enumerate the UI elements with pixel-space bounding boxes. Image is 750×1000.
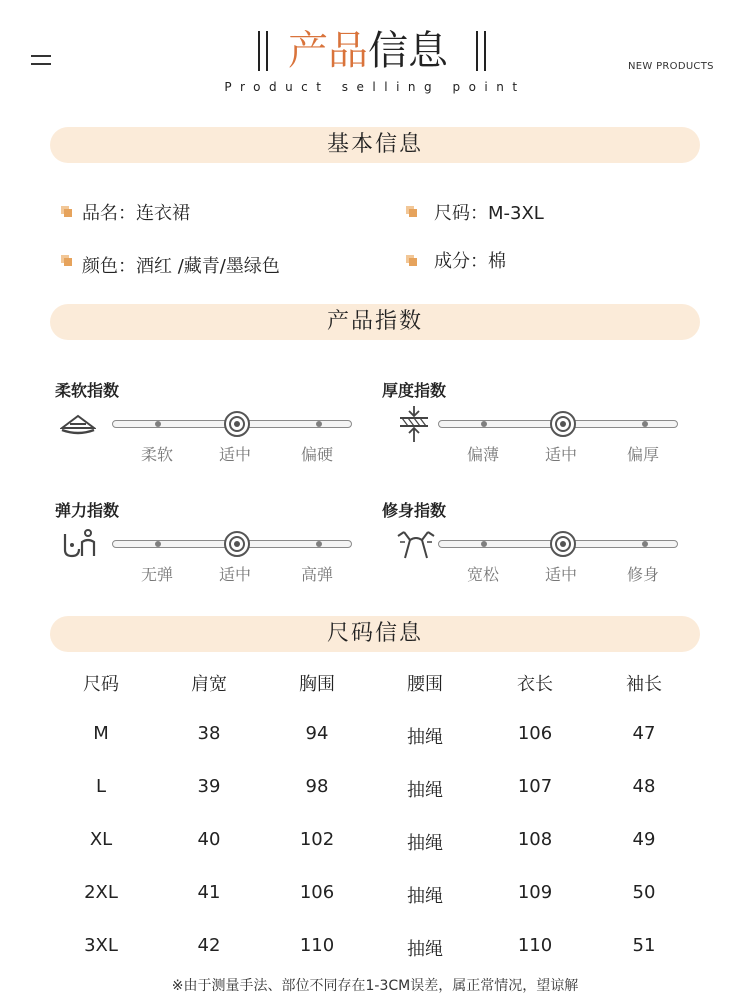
- slider-tick-dot: [316, 421, 322, 427]
- bullet-icon: [406, 255, 416, 265]
- elasticity-tick-low: 无弹: [140, 565, 173, 584]
- elasticity-slider-knob: [224, 531, 250, 557]
- thickness-tick-mid: 适中: [544, 445, 577, 464]
- table-cell: 51: [632, 935, 656, 956]
- table-cell: 抽绳: [407, 939, 443, 960]
- menu-icon[interactable]: [31, 53, 53, 67]
- thickness-slider-knob: [550, 411, 576, 437]
- elasticity-tick-high: 高弹: [300, 565, 333, 584]
- slider-tick-dot: [316, 541, 322, 547]
- table-cell: 41: [197, 882, 221, 903]
- page-title: [288, 24, 468, 78]
- table-cell: 94: [305, 723, 329, 744]
- info-product-name: 品名：连衣裙: [82, 203, 190, 224]
- slider-tick-dot: [155, 541, 161, 547]
- slider-tick-dot: [481, 421, 487, 427]
- slider-tick-dot: [481, 541, 487, 547]
- section-basic-info: 基本信息: [50, 127, 700, 163]
- table-cell: 抽绳: [407, 727, 443, 748]
- table-cell: 110: [299, 935, 335, 956]
- table-cell: 47: [632, 723, 656, 744]
- table-cell: 107: [517, 776, 553, 797]
- table-cell: 102: [299, 829, 335, 850]
- slider-tick-dot: [642, 421, 648, 427]
- elasticity-tick-mid: 适中: [218, 565, 251, 584]
- fit-tick-low: 宽松: [466, 565, 499, 584]
- thickness-tick-high: 偏厚: [626, 445, 659, 464]
- softness-slider-knob: [224, 411, 250, 437]
- table-cell: 42: [197, 935, 221, 956]
- softness-index-label: 柔软指数: [55, 381, 120, 400]
- thickness-tick-low: 偏薄: [466, 445, 499, 464]
- title-rest: 信息: [368, 28, 448, 74]
- table-header-cell: 袖长: [626, 674, 662, 695]
- table-cell: 108: [517, 829, 553, 850]
- table-cell: 38: [197, 723, 221, 744]
- table-cell: 98: [305, 776, 329, 797]
- table-cell: L: [95, 776, 107, 797]
- table-cell: 40: [197, 829, 221, 850]
- fit-tick-high: 修身: [626, 565, 659, 584]
- table-cell: 抽绳: [407, 833, 443, 854]
- table-header-cell: 胸围: [299, 674, 335, 695]
- shoe-sole-icon: [60, 408, 96, 440]
- fit-slider-knob: [550, 531, 576, 557]
- table-cell: 3XL: [84, 935, 118, 956]
- table-cell: 110: [517, 935, 553, 956]
- table-cell: XL: [89, 829, 113, 850]
- info-material: 成分：棉: [434, 251, 506, 272]
- softness-tick-low: 柔软: [140, 445, 173, 464]
- table-cell: 109: [517, 882, 553, 903]
- table-cell: 2XL: [84, 882, 118, 903]
- info-colors: 颜色：酒红 /藏青/墨绿色: [82, 256, 280, 277]
- thickness-icon: [396, 406, 432, 438]
- title-decoration-right: [476, 31, 490, 71]
- table-cell: 39: [197, 776, 221, 797]
- table-cell: 48: [632, 776, 656, 797]
- title-accent: 产品: [288, 28, 368, 74]
- softness-tick-mid: 适中: [218, 445, 251, 464]
- elasticity-index-label: 弹力指数: [55, 501, 120, 520]
- bullet-icon: [406, 206, 416, 216]
- softness-tick-high: 偏硬: [300, 445, 333, 464]
- slider-tick-dot: [155, 421, 161, 427]
- section-size-info: 尺码信息: [50, 616, 700, 652]
- info-size-range: 尺码：M-3XL: [434, 203, 544, 224]
- slider-tick-dot: [642, 541, 648, 547]
- page-subtitle: Product selling point: [224, 80, 526, 94]
- table-header-cell: 尺码: [83, 674, 119, 695]
- new-products-label: NEW PRODUCTS: [628, 61, 714, 72]
- fit-icon: [396, 528, 432, 560]
- table-cell: 抽绳: [407, 780, 443, 801]
- table-cell: 50: [632, 882, 656, 903]
- table-cell: M: [93, 723, 109, 744]
- fit-index-label: 修身指数: [382, 501, 447, 520]
- stretch-icon: [62, 528, 98, 560]
- section-product-index: 产品指数: [50, 304, 700, 340]
- thickness-index-label: 厚度指数: [382, 381, 447, 400]
- table-header-cell: 衣长: [517, 674, 553, 695]
- table-cell: 49: [632, 829, 656, 850]
- table-header-cell: 腰围: [407, 674, 443, 695]
- table-cell: 抽绳: [407, 886, 443, 907]
- bullet-icon: [61, 255, 71, 265]
- table-cell: 106: [299, 882, 335, 903]
- table-header-cell: 肩宽: [191, 674, 227, 695]
- table-cell: 106: [517, 723, 553, 744]
- measurement-footnote: ※由于测量手法、部位不同存在1-3CM误差，属正常情况，望谅解: [171, 978, 579, 994]
- title-decoration-left: [258, 31, 272, 71]
- bullet-icon: [61, 206, 71, 216]
- fit-tick-mid: 适中: [544, 565, 577, 584]
